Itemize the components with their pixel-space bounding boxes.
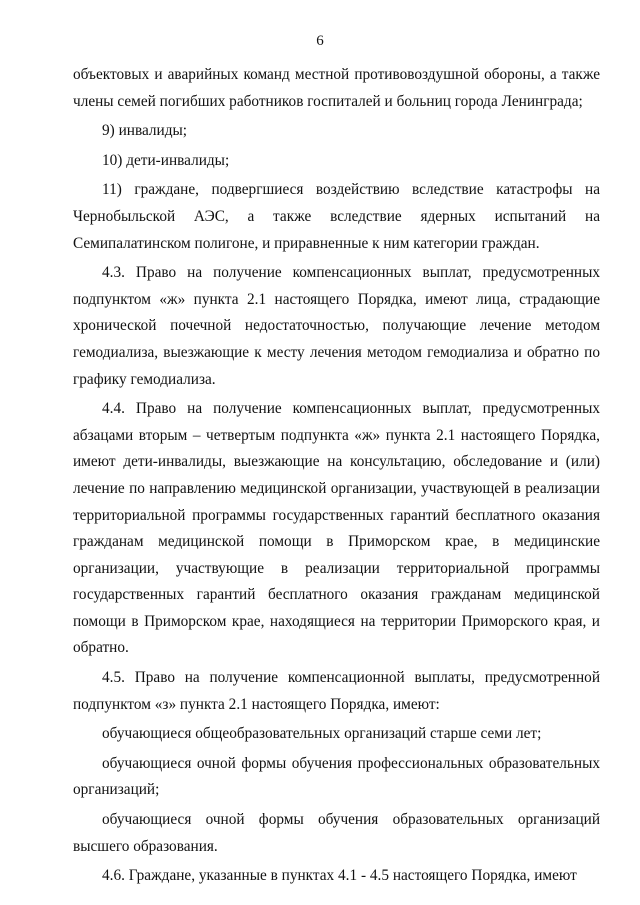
list-item-10: 10) дети-инвалиды; <box>102 151 230 169</box>
page-number: 6 <box>316 33 324 49</box>
clause-4-5-item-1: обучающиеся общеобразовательных организаций старше семи лет; <box>102 725 542 743</box>
clause-4-5-item-2: обучающиеся очной формы обучения профессиональных образовательных организаций; <box>73 754 600 799</box>
clause-4-4: 4.4. Право на получение компенсационных выплат, предусмотренных абзацами вторым – четвертым подпункта «ж» пункта 2.1 настоящего Порядка, имеют дети-инвалиды, выезжающие на консультацию, обследование и (или) лечение по направлению медицинской организации, участвующей в реализации территориальной программы государственных гарантий бесплатного оказания гражданам медицинской помощи в Приморском крае, в медицинские организации, участвующие в реализации территориальной программы государственных гарантий бесплатного оказания гражданам медицинской помощи в Приморском крае, находящиеся на территории Приморского края, и обратно. <box>73 400 600 657</box>
document-body <box>73 62 600 890</box>
list-item-11: 11) граждане, подвергшиеся воздействию вследствие катастрофы на Чернобыльской АЭС, а также вследствие ядерных испытаний на Семипалатинском полигоне, и приравненные к ним категории граждан. <box>73 181 600 252</box>
list-item-9: 9) инвалиды; <box>102 122 188 140</box>
clause-4-6: 4.6. Граждане, указанные в пунктах 4.1 - 4.5 настоящего Порядка, имеют <box>102 867 577 885</box>
clause-4-3: 4.3. Право на получение компенсационных выплат, предусмотренных подпунктом «ж» пункта 2.1 настоящего Порядка, имеют лица, страдающие хронической почечной недостаточностью, получающие лечение методом гемодиализа, выезжающие к месту лечения методом гемодиализа и обратно по графику гемодиализа. <box>73 264 600 388</box>
clause-4-5: 4.5. Право на получение компенсационной выплаты, предусмотренной подпунктом «з» пункта 2.1 настоящего Порядка, имеют: <box>73 669 600 713</box>
clause-4-5-item-3: обучающиеся очной формы обучения образовательных организаций высшего образования. <box>73 811 600 855</box>
paragraph-continuation: объектовых и аварийных команд местной противовоздушной обороны, а также члены семей погибших работников госпиталей и больниц города Ленинграда; <box>73 66 600 110</box>
